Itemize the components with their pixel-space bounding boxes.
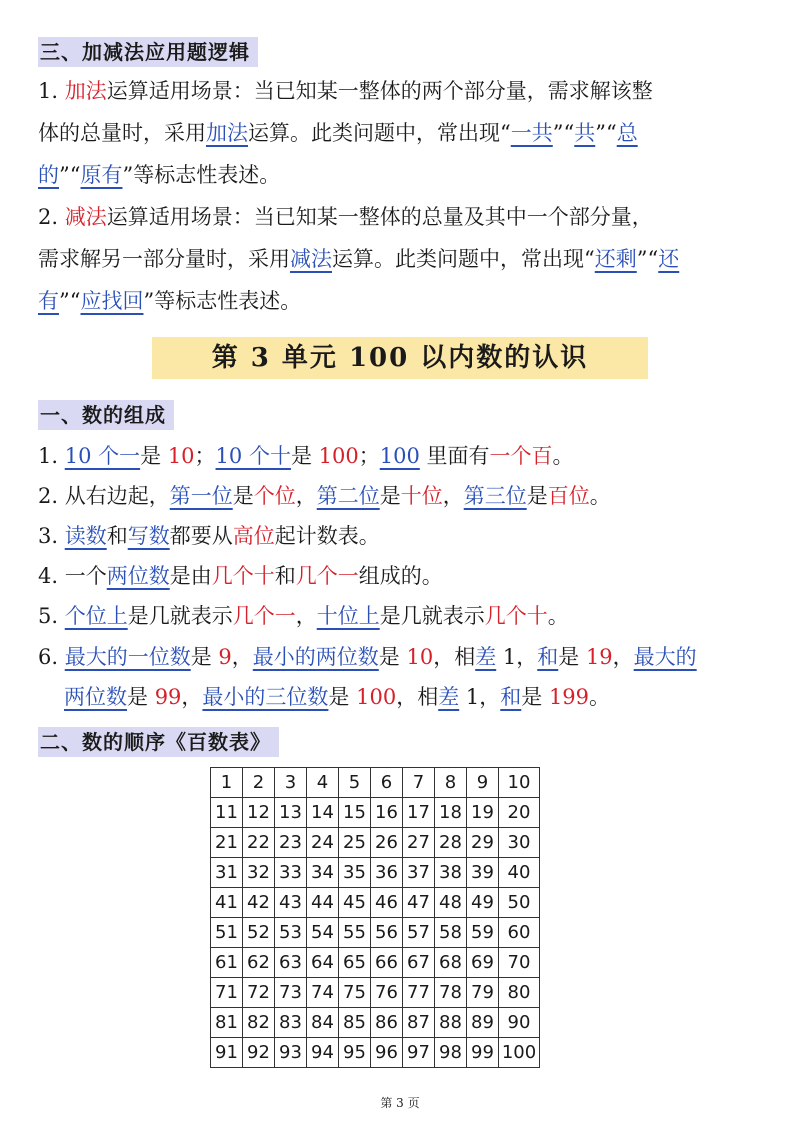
table-cell: 17: [403, 798, 435, 828]
text-line: [38, 112, 768, 154]
text-line: [38, 196, 768, 238]
body-text: 是: [232, 484, 254, 508]
table-cell: 31: [211, 858, 243, 888]
table-cell: 6: [371, 768, 403, 798]
keyword-underlined: 第一位: [169, 484, 233, 508]
table-cell: 71: [211, 978, 243, 1008]
table-cell: 18: [435, 798, 467, 828]
keyword-underlined: 有: [38, 289, 59, 313]
table-cell: 38: [435, 858, 467, 888]
table-cell: 60: [499, 918, 540, 948]
highlight-red-text: 10: [406, 645, 434, 669]
highlight-red-text: 几个十: [484, 604, 548, 628]
body-text: 2.: [38, 205, 65, 229]
table-cell: 13: [275, 798, 307, 828]
table-cell: 75: [339, 978, 371, 1008]
page-number: 第 3 页: [380, 1096, 420, 1110]
keyword-underlined: 10 个十: [215, 444, 291, 468]
body-text: 是由: [169, 564, 212, 588]
highlight-red-text: 100: [318, 444, 359, 468]
table-cell: 9: [467, 768, 499, 798]
table-cell: 22: [243, 828, 275, 858]
table-row: [211, 1008, 540, 1038]
table-cell: 36: [371, 858, 403, 888]
body-text: ”“: [59, 289, 81, 313]
table-cell: 51: [211, 918, 243, 948]
highlight-red-text: 减法: [64, 205, 107, 229]
body-text: ，: [231, 645, 253, 669]
table-cell: 77: [403, 978, 435, 1008]
keyword-underlined: 一共: [510, 121, 553, 145]
table-cell: 43: [275, 888, 307, 918]
body-text: 组成的。: [358, 564, 443, 588]
table-cell: 12: [243, 798, 275, 828]
body-text: 是: [558, 645, 586, 669]
table-cell: 62: [243, 948, 275, 978]
body-text: 运算。此类问题中，常出现“: [332, 247, 595, 271]
keyword-underlined: 还剩: [594, 247, 637, 271]
table-cell: 56: [371, 918, 403, 948]
body-text: 1.: [38, 444, 65, 468]
table-cell: 94: [307, 1038, 339, 1068]
table-row: [211, 978, 540, 1008]
body-text: 3.: [38, 524, 65, 548]
keyword-underlined: 第三位: [463, 484, 527, 508]
body-text: 体的总量时，采用: [38, 121, 206, 145]
body-text: ；: [194, 444, 216, 468]
body-text: ，: [442, 484, 464, 508]
table-cell: 52: [243, 918, 275, 948]
table-cell: 55: [339, 918, 371, 948]
paragraph-addition: [38, 70, 768, 196]
keyword-underlined: 加法: [206, 121, 248, 145]
table-row: [211, 798, 540, 828]
table-cell: 99: [467, 1038, 499, 1068]
table-cell: 76: [371, 978, 403, 1008]
body-text: ”等标志性表述。: [143, 289, 302, 313]
body-text: ”“: [595, 121, 617, 145]
table-cell: 1: [211, 768, 243, 798]
table-row: [211, 858, 540, 888]
table-cell: 25: [339, 828, 371, 858]
body-text: ，: [612, 645, 634, 669]
keyword-underlined: 和: [537, 645, 559, 669]
table-cell: 100: [499, 1038, 540, 1068]
keyword-underlined: 减法: [290, 247, 332, 271]
list-item: [38, 476, 611, 516]
highlight-red-text: 19: [585, 645, 613, 669]
body-text: 起计数表。: [274, 524, 380, 548]
body-text: 。: [547, 604, 569, 628]
table-cell: 39: [467, 858, 499, 888]
text-line: [38, 238, 768, 280]
body-text: ，相: [433, 645, 476, 669]
body-text: 是: [526, 484, 548, 508]
highlight-red-text: 加法: [64, 79, 107, 103]
table-cell: 85: [339, 1008, 371, 1038]
keyword-underlined: 和: [500, 685, 522, 709]
table-cell: 68: [435, 948, 467, 978]
body-text: 是: [521, 685, 549, 709]
body-text: 需求解另一部分量时，采用: [38, 247, 290, 271]
table-cell: 59: [467, 918, 499, 948]
body-text: ”等标志性表述。: [122, 163, 281, 187]
body-text: 。: [552, 444, 574, 468]
table-cell: 21: [211, 828, 243, 858]
table-cell: 24: [307, 828, 339, 858]
body-text: 6.: [38, 645, 65, 669]
table-cell: 35: [339, 858, 371, 888]
table-cell: 44: [307, 888, 339, 918]
highlight-red-text: 9: [218, 645, 232, 669]
table-cell: 91: [211, 1038, 243, 1068]
list-item: [38, 596, 569, 636]
highlight-red-text: 99: [154, 685, 182, 709]
keyword-underlined: 的: [38, 163, 59, 187]
body-text: 是: [290, 444, 319, 468]
table-cell: 63: [275, 948, 307, 978]
body-text: 1.: [38, 79, 65, 103]
body-text: 里面有: [419, 444, 490, 468]
body-text: 是: [328, 685, 357, 709]
table-cell: 96: [371, 1038, 403, 1068]
table-cell: 32: [243, 858, 275, 888]
body-text: ；: [358, 444, 380, 468]
table-cell: 7: [403, 768, 435, 798]
table-cell: 26: [371, 828, 403, 858]
table-row: [211, 828, 540, 858]
highlight-red-text: 199: [548, 685, 590, 709]
table-cell: 46: [371, 888, 403, 918]
body-text: 运算适用场景：当已知某一整体的总量及其中一个部分量，: [106, 205, 653, 229]
table-cell: 58: [435, 918, 467, 948]
table-row: [211, 1038, 540, 1068]
keyword-underlined: 原有: [80, 163, 123, 187]
body-text: 2. 从右边起，: [38, 484, 170, 508]
keyword-underlined: 最小的三位数: [202, 685, 329, 709]
table-cell: 41: [211, 888, 243, 918]
table-cell: 95: [339, 1038, 371, 1068]
table-cell: 23: [275, 828, 307, 858]
table-cell: 73: [275, 978, 307, 1008]
table-cell: 14: [307, 798, 339, 828]
table-cell: 98: [435, 1038, 467, 1068]
list-item-continuation: [38, 677, 610, 717]
body-text: 是: [378, 645, 407, 669]
section-title-hundred-table: 二、数的顺序《百数表》: [38, 727, 279, 757]
table-cell: 86: [371, 1008, 403, 1038]
table-cell: 54: [307, 918, 339, 948]
body-text: 是: [379, 484, 401, 508]
table-cell: 81: [211, 1008, 243, 1038]
highlight-red-text: 100: [356, 685, 397, 709]
keyword-underlined: 第二位: [316, 484, 380, 508]
table-cell: 4: [307, 768, 339, 798]
text-line: [38, 280, 768, 322]
table-cell: 30: [499, 828, 540, 858]
table-cell: 88: [435, 1008, 467, 1038]
highlight-red-text: 几个十: [211, 564, 275, 588]
body-text: 是几就表示: [127, 604, 233, 628]
body-text: 运算。此类问题中，常出现“: [248, 121, 511, 145]
keyword-underlined: 差: [475, 645, 497, 669]
table-cell: 29: [467, 828, 499, 858]
table-row: [211, 918, 540, 948]
body-text: ，: [181, 685, 203, 709]
body-text: 5.: [38, 604, 65, 628]
list-item: [38, 556, 443, 596]
keyword-underlined: 两位数: [106, 564, 170, 588]
table-cell: 5: [339, 768, 371, 798]
keyword-underlined: 个位上: [64, 604, 128, 628]
table-cell: 45: [339, 888, 371, 918]
table-cell: 53: [275, 918, 307, 948]
table-cell: 49: [467, 888, 499, 918]
highlight-red-text: 几个一: [295, 564, 359, 588]
body-text: ，相: [396, 685, 439, 709]
table-cell: 33: [275, 858, 307, 888]
table-cell: 83: [275, 1008, 307, 1038]
hundred-number-table: [210, 767, 540, 1068]
highlight-red-text: 百位: [547, 484, 590, 508]
table-row: [211, 888, 540, 918]
table-cell: 15: [339, 798, 371, 828]
table-cell: 27: [403, 828, 435, 858]
body-text: ”“: [636, 247, 659, 271]
section-title-addsub-logic: 三、加减法应用题逻辑: [38, 37, 258, 67]
highlight-red-text: 个位: [253, 484, 296, 508]
table-cell: 97: [403, 1038, 435, 1068]
text-line: [38, 154, 768, 196]
body-text: 1，: [496, 645, 538, 669]
keyword-underlined: 还: [658, 247, 680, 271]
body-text: 都要从: [169, 524, 233, 548]
table-cell: 3: [275, 768, 307, 798]
body-text: 1，: [459, 685, 501, 709]
table-cell: 87: [403, 1008, 435, 1038]
table-cell: 79: [467, 978, 499, 1008]
section-title-number-composition: 一、数的组成: [38, 400, 174, 430]
text-line: [38, 70, 768, 112]
body-text: 是: [190, 645, 219, 669]
keyword-underlined: 十位上: [316, 604, 380, 628]
table-row: [211, 948, 540, 978]
keyword-underlined: 写数: [127, 524, 170, 548]
body-text: ”“: [59, 163, 81, 187]
keyword-underlined: 两位数: [64, 685, 127, 709]
table-cell: 78: [435, 978, 467, 1008]
table-cell: 19: [467, 798, 499, 828]
table-cell: 28: [435, 828, 467, 858]
table-cell: 89: [467, 1008, 499, 1038]
table-cell: 90: [499, 1008, 540, 1038]
keyword-underlined: 最大的一位数: [64, 645, 191, 669]
table-cell: 69: [467, 948, 499, 978]
list-item: [38, 637, 697, 677]
keyword-underlined: 读数: [64, 524, 107, 548]
table-cell: 70: [499, 948, 540, 978]
keyword-underlined: 共: [574, 121, 596, 145]
body-text: 。: [589, 685, 611, 709]
body-text: 4. 一个: [38, 564, 107, 588]
table-cell: 8: [435, 768, 467, 798]
table-cell: 40: [499, 858, 540, 888]
table-cell: 48: [435, 888, 467, 918]
table-cell: 2: [243, 768, 275, 798]
table-cell: 10: [499, 768, 540, 798]
table-cell: 92: [243, 1038, 275, 1068]
body-text: 是几就表示: [379, 604, 485, 628]
paragraph-subtraction: [38, 196, 768, 322]
highlight-red-text: 十位: [400, 484, 443, 508]
body-text: 运算适用场景：当已知某一整体的两个部分量，需求解该整: [106, 79, 653, 103]
table-cell: 57: [403, 918, 435, 948]
table-cell: 34: [307, 858, 339, 888]
unit-title-banner: 第 3 单元 100 以内数的认识: [152, 337, 648, 379]
keyword-underlined: 应找回: [80, 289, 144, 313]
list-item: [38, 436, 574, 476]
highlight-red-text: 一个百: [489, 444, 553, 468]
table-cell: 64: [307, 948, 339, 978]
highlight-red-text: 高位: [232, 524, 275, 548]
table-row: [211, 768, 540, 798]
table-cell: 16: [371, 798, 403, 828]
table-cell: 42: [243, 888, 275, 918]
keyword-underlined: 最大的: [633, 645, 697, 669]
body-text: 和: [106, 524, 128, 548]
body-text: 是: [127, 685, 155, 709]
table-cell: 74: [307, 978, 339, 1008]
table-cell: 37: [403, 858, 435, 888]
keyword-underlined: 100: [379, 444, 420, 468]
table-cell: 67: [403, 948, 435, 978]
highlight-red-text: 几个一: [232, 604, 296, 628]
body-text: 是: [140, 444, 168, 468]
table-cell: 93: [275, 1038, 307, 1068]
keyword-underlined: 最小的两位数: [252, 645, 379, 669]
table-cell: 66: [371, 948, 403, 978]
table-cell: 65: [339, 948, 371, 978]
highlight-red-text: 10: [167, 444, 195, 468]
keyword-underlined: 总: [616, 121, 638, 145]
table-cell: 72: [243, 978, 275, 1008]
list-item: [38, 516, 380, 556]
table-cell: 84: [307, 1008, 339, 1038]
table-cell: 47: [403, 888, 435, 918]
body-text: 和: [274, 564, 296, 588]
table-cell: 80: [499, 978, 540, 1008]
table-cell: 11: [211, 798, 243, 828]
body-text: 。: [589, 484, 611, 508]
body-text: ”“: [552, 121, 575, 145]
keyword-underlined: 差: [438, 685, 460, 709]
table-cell: 50: [499, 888, 540, 918]
table-cell: 61: [211, 948, 243, 978]
keyword-underlined: 10 个一: [64, 444, 141, 468]
body-text: ，: [295, 604, 317, 628]
body-text: ，: [295, 484, 317, 508]
table-cell: 20: [499, 798, 540, 828]
table-cell: 82: [243, 1008, 275, 1038]
